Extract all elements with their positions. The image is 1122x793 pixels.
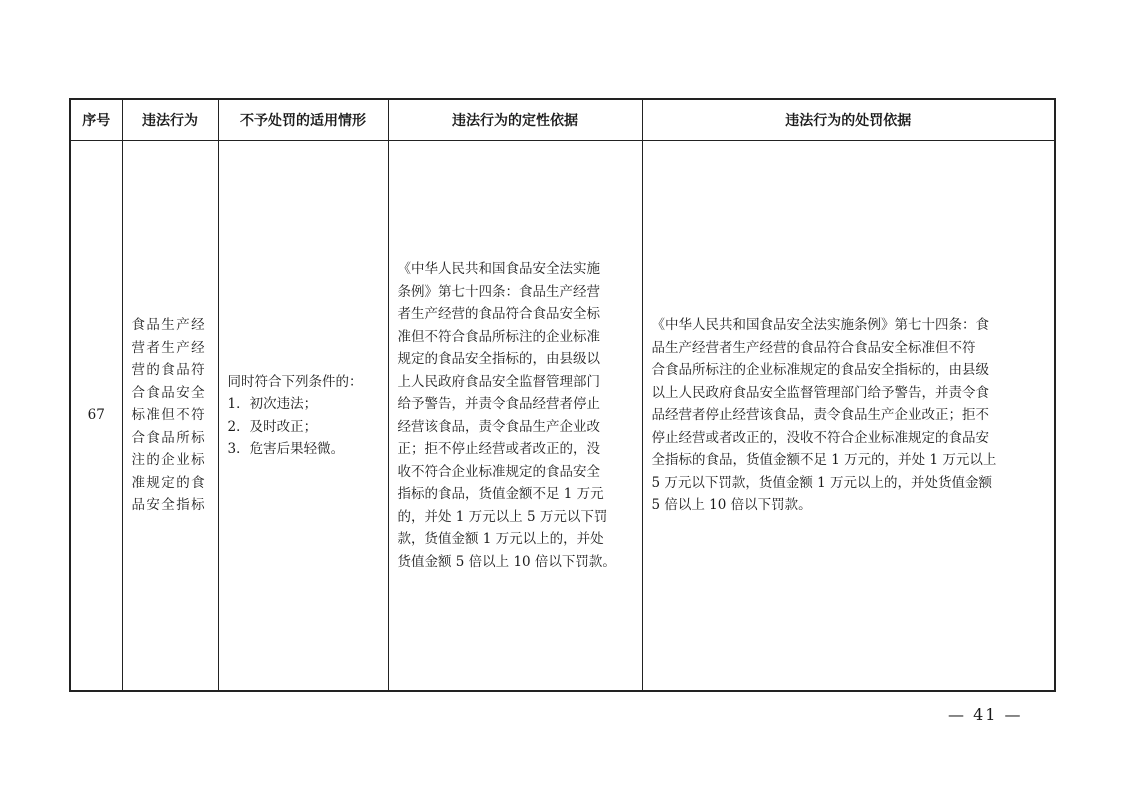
header-seq: 序号 bbox=[70, 99, 122, 141]
cell-penalty bbox=[642, 141, 1055, 692]
header-basis: 违法行为的定性依据 bbox=[388, 99, 642, 141]
exemption-text: 同时符合下列条件的： 1．初次违法； 2．及时改正； 3．危害后果轻微。 bbox=[227, 373, 363, 457]
regulation-table bbox=[69, 98, 1056, 692]
behavior-text: 食品生产经 营者生产经 营的食品符 合食品安全 标准但不符 合食品所标 注的企业标 准规定的食 品安全指标 bbox=[131, 317, 206, 514]
penalty-text: 《中华人民共和国食品安全法实施条例》第七十四条：食 品生产经营者生产经营的食品符合食品安全标准但不符 合食品所标注的企业标准规定的食品安全指标的，由县级 以上人民政府食品安全监督管理部门给予警告，并责令食 品经营者停止经营该食品，责令食品生产企业改正；拒不 停止经营或者改正的，没收不符合企业标准规定的食品安 全指标的食品，货值金额不足 1 万元的，并处 1 万元以上 5 万元以下罚款，货值金额 1 万元以上的，并处货值金额 5 倍以上 10 倍以下罚款。 bbox=[651, 317, 997, 514]
cell-seq: 67 bbox=[70, 141, 122, 692]
page-number: — 41 — bbox=[948, 705, 1023, 724]
header-row bbox=[70, 99, 1055, 141]
cell-basis bbox=[388, 141, 642, 692]
table-row bbox=[70, 141, 1055, 692]
header-exemption: 不予处罚的适用情形 bbox=[218, 99, 388, 141]
header-penalty: 违法行为的处罚依据 bbox=[642, 99, 1055, 141]
header-behavior: 违法行为 bbox=[122, 99, 218, 141]
cell-exemption bbox=[218, 141, 388, 692]
basis-text: 《中华人民共和国食品安全法实施 条例》第七十四条：食品生产经营 者生产经营的食品符合食品安全标 准但不符合食品所标注的企业标准 规定的食品安全指标的，由县级以 上人民政府食品安全监督管理部门 给予警告，并责令食品经营者停止 经营该食品，责令食品生产企业改 正；拒不停止经营或者改正的，没 收不符合企业标准规定的食品安全 指标的食品，货值金额不足 1 万元 的，并处 1 万元以上 5 万元以下罚 款，货值金额 1 万元以上的，并处 货值金额 5 倍以上 10 倍以下罚款。 bbox=[397, 261, 616, 570]
cell-behavior bbox=[122, 141, 218, 692]
